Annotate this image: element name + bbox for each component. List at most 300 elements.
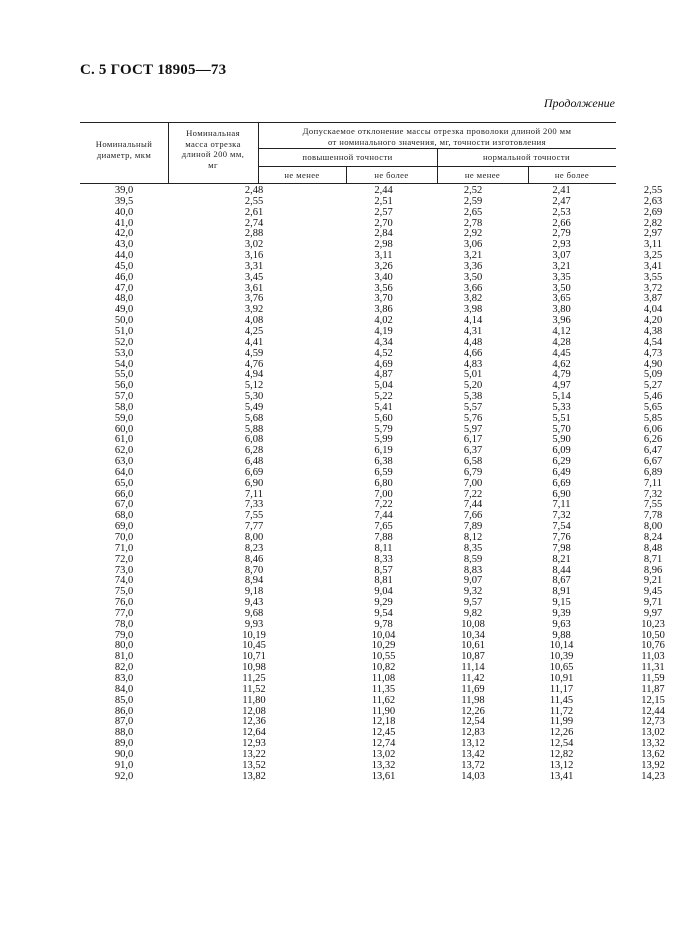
- increased-min-cell: 4,02: [374, 315, 393, 327]
- increased-min-cell: 9,29: [374, 597, 393, 609]
- increased-min-cell: 2,44: [374, 185, 393, 196]
- increased-min-cell: 5,41: [374, 401, 393, 413]
- increased-min-cell: 5,22: [374, 391, 393, 403]
- increased-min-cell: 3,26: [374, 260, 393, 272]
- table-row: [80, 542, 663, 555]
- increased-max-cell: 5,20: [463, 380, 483, 392]
- normal-max-cell: 10,76: [641, 640, 665, 652]
- increased-min-cell: 9,54: [374, 607, 393, 619]
- increased-min-cell: 8,11: [374, 542, 393, 554]
- mass-cell: 3,45: [244, 271, 264, 283]
- normal-min-cell: 4,45: [552, 347, 571, 359]
- increased-max-cell: 4,48: [463, 336, 483, 348]
- normal-min-cell: 3,07: [552, 250, 571, 262]
- increased-min-cell: 7,88: [374, 532, 393, 543]
- increased-min-cell: 4,19: [374, 325, 393, 337]
- mass-cell: 8,70: [244, 564, 264, 576]
- normal-max-cell: 6,67: [643, 456, 663, 468]
- mass-cell: 12,08: [242, 705, 266, 717]
- increased-max-cell: 14,03: [461, 770, 485, 782]
- normal-max-cell: 3,87: [643, 293, 663, 305]
- increased-min-cell: 11,62: [371, 694, 396, 706]
- diameter-cell: 63,0: [114, 456, 134, 468]
- increased-min-cell: 2,70: [374, 217, 393, 229]
- normal-min-cell: 11,72: [549, 705, 574, 717]
- normal-min-cell: 3,21: [552, 260, 571, 272]
- increased-max-cell: 9,57: [463, 597, 483, 609]
- increased-max-cell: 7,66: [463, 510, 483, 522]
- normal-max-cell: 9,71: [643, 597, 663, 609]
- increased-max-cell: 10,87: [461, 651, 485, 663]
- normal-min-cell: 2,93: [552, 239, 571, 251]
- normal-max-cell: 8,00: [643, 521, 663, 533]
- table-row: [80, 672, 665, 685]
- mass-cell: 10,71: [242, 651, 266, 663]
- table-row: [80, 336, 663, 349]
- normal-max-cell: 7,78: [643, 510, 663, 522]
- normal-min-cell: 3,35: [552, 271, 571, 283]
- normal-max-cell: 2,82: [643, 217, 663, 229]
- normal-min-cell: 10,91: [549, 672, 574, 684]
- normal-max-cell: 12,44: [641, 705, 665, 717]
- normal-max-cell: 11,31: [641, 662, 665, 674]
- normal-min-cell: 4,62: [552, 358, 571, 370]
- mass-cell: 5,88: [244, 423, 264, 435]
- mass-cell: 7,77: [244, 521, 264, 533]
- diameter-cell: 54,0: [114, 358, 134, 370]
- normal-max-cell: 2,55: [643, 185, 663, 196]
- diameter-cell: 83,0: [114, 672, 134, 684]
- diameter-cell: 73,0: [114, 564, 134, 576]
- mass-cell: 4,94: [244, 369, 264, 381]
- increased-max-cell: 11,69: [461, 683, 485, 695]
- diameter-cell: 46,0: [114, 271, 134, 283]
- diameter-cell: 65,0: [114, 477, 134, 489]
- mass-cell: 2,48: [244, 185, 264, 196]
- normal-max-cell: 3,25: [643, 250, 663, 262]
- increased-min-cell: 6,38: [374, 456, 393, 468]
- normal-min-cell: 6,90: [552, 488, 571, 500]
- table-row: [80, 727, 665, 739]
- header-min-normal: не менее: [464, 170, 501, 180]
- normal-min-cell: 5,51: [552, 412, 571, 424]
- diameter-cell: 50,0: [114, 315, 134, 327]
- table-row: [80, 228, 663, 240]
- increased-max-cell: 8,83: [463, 564, 483, 576]
- increased-min-cell: 13,61: [371, 770, 396, 782]
- increased-min-cell: 5,60: [374, 412, 393, 424]
- normal-min-cell: 9,15: [552, 597, 571, 609]
- normal-min-cell: 11,45: [549, 694, 574, 706]
- diameter-cell: 47,0: [114, 282, 134, 294]
- increased-min-cell: 6,59: [374, 466, 393, 478]
- increased-max-cell: 2,92: [463, 228, 483, 240]
- diameter-cell: 77,0: [114, 607, 134, 619]
- header-diameter-line-1: Номинальный: [95, 139, 153, 149]
- table-row: [80, 260, 663, 273]
- increased-min-cell: 2,98: [374, 239, 393, 251]
- increased-min-cell: 12,74: [371, 738, 396, 750]
- normal-min-cell: 10,39: [549, 651, 574, 663]
- normal-max-cell: 13,32: [641, 738, 665, 750]
- normal-min-cell: 11,17: [549, 683, 574, 695]
- normal-max-cell: 8,71: [643, 553, 663, 565]
- normal-min-cell: 13,12: [549, 759, 574, 771]
- normal-min-cell: 12,54: [549, 738, 574, 750]
- table-row: [80, 315, 663, 327]
- normal-max-cell: 13,92: [641, 759, 665, 771]
- normal-max-cell: 3,72: [643, 282, 663, 294]
- mass-cell: 5,12: [244, 380, 264, 392]
- mass-cell: 6,69: [244, 466, 264, 478]
- normal-max-cell: 6,89: [643, 466, 663, 478]
- mass-cell: 12,93: [242, 738, 266, 750]
- normal-max-cell: 12,15: [641, 694, 665, 706]
- table-row: [80, 705, 665, 718]
- diameter-cell: 90,0: [114, 748, 134, 760]
- increased-max-cell: 5,97: [463, 423, 483, 435]
- table-row: [80, 629, 665, 642]
- mass-cell: 8,94: [244, 575, 264, 587]
- header-mass-line-4: мг: [208, 159, 218, 170]
- normal-min-cell: 9,88: [552, 629, 571, 641]
- increased-max-cell: 7,00: [463, 477, 483, 489]
- increased-max-cell: 13,12: [461, 738, 485, 750]
- diameter-cell: 89,0: [114, 738, 134, 750]
- normal-min-cell: 5,70: [552, 423, 571, 435]
- mass-cell: 2,74: [244, 217, 264, 229]
- diameter-cell: 74,0: [114, 575, 134, 587]
- increased-min-cell: 12,18: [371, 716, 396, 728]
- increased-max-cell: 3,82: [463, 293, 483, 305]
- mass-cell: 9,93: [244, 618, 264, 630]
- increased-max-cell: 11,14: [461, 662, 485, 674]
- mass-cell: 5,30: [244, 391, 264, 403]
- normal-min-cell: 7,11: [552, 499, 571, 511]
- increased-max-cell: 3,21: [463, 250, 483, 262]
- increased-min-cell: 7,00: [374, 488, 393, 500]
- increased-min-cell: 4,34: [374, 336, 393, 348]
- normal-max-cell: 4,73: [643, 347, 663, 359]
- mass-cell: 3,76: [244, 293, 264, 305]
- normal-min-cell: 8,91: [552, 586, 571, 598]
- increased-max-cell: 9,32: [463, 586, 483, 598]
- table-row: [80, 358, 663, 371]
- increased-min-cell: 7,44: [374, 510, 393, 522]
- diameter-cell: 81,0: [114, 651, 134, 663]
- increased-max-cell: 2,52: [463, 185, 483, 196]
- increased-min-cell: 10,29: [371, 640, 396, 652]
- increased-min-cell: 4,87: [374, 369, 393, 381]
- table-row: [80, 185, 663, 197]
- increased-max-cell: 8,59: [463, 553, 483, 565]
- increased-min-cell: 8,33: [374, 553, 393, 565]
- normal-max-cell: 2,69: [643, 206, 663, 218]
- diameter-cell: 58,0: [114, 401, 134, 413]
- normal-min-cell: 12,26: [549, 727, 574, 739]
- table-row: [80, 748, 665, 761]
- increased-min-cell: 2,51: [374, 195, 393, 207]
- table-row: [80, 597, 663, 609]
- header-mass: [168, 128, 258, 170]
- diameter-cell: 55,0: [114, 369, 134, 381]
- mass-cell: 10,98: [242, 662, 266, 674]
- header-increased-accuracy: повышенной точности: [302, 152, 393, 162]
- table-row: [80, 662, 665, 674]
- diameter-cell: 52,0: [114, 336, 134, 348]
- header-normal-accuracy: нормальной точности: [482, 152, 571, 162]
- table-row: [80, 510, 663, 522]
- increased-min-cell: 10,04: [371, 629, 396, 641]
- normal-max-cell: 4,20: [643, 315, 663, 327]
- mass-cell: 9,43: [244, 597, 264, 609]
- increased-max-cell: 3,36: [463, 260, 483, 272]
- diameter-cell: 67,0: [114, 499, 134, 511]
- table-row: [80, 499, 663, 511]
- table-row: [80, 770, 665, 783]
- increased-max-cell: 3,98: [463, 304, 483, 316]
- increased-max-cell: 5,76: [463, 412, 483, 424]
- mass-cell: 5,49: [244, 401, 264, 413]
- normal-max-cell: 3,55: [643, 271, 663, 283]
- increased-min-cell: 5,79: [374, 423, 393, 435]
- normal-max-cell: 6,06: [643, 423, 663, 435]
- increased-max-cell: 3,50: [463, 271, 483, 283]
- mass-cell: 8,00: [244, 532, 264, 543]
- table-row: [80, 532, 663, 544]
- mass-cell: 9,68: [244, 607, 264, 619]
- diameter-cell: 79,0: [114, 629, 134, 641]
- normal-max-cell: 4,04: [643, 304, 663, 316]
- normal-max-cell: 7,11: [644, 477, 662, 489]
- increased-min-cell: 11,90: [371, 705, 396, 717]
- mass-cell: 5,68: [244, 412, 264, 424]
- table-row: [80, 282, 663, 295]
- header-max-normal: не более: [554, 170, 590, 180]
- diameter-cell: 69,0: [114, 521, 134, 533]
- increased-max-cell: 9,82: [463, 607, 483, 619]
- normal-max-cell: 5,65: [643, 401, 663, 413]
- mass-cell: 11,80: [242, 694, 266, 706]
- continuation-label: Продолжение: [543, 96, 615, 110]
- table-row: [80, 618, 665, 631]
- normal-max-cell: 13,62: [641, 748, 665, 760]
- header-deviation: [258, 126, 616, 147]
- table-row: [80, 325, 663, 338]
- diameter-cell: 39,0: [114, 185, 134, 196]
- table-row: [80, 239, 662, 251]
- normal-min-cell: 6,49: [552, 466, 571, 478]
- mass-cell: 13,82: [242, 770, 266, 782]
- diameter-cell: 76,0: [114, 597, 134, 609]
- header-diameter-line-2: диаметр, мкм: [96, 149, 152, 160]
- diameter-cell: 71,0: [114, 542, 134, 554]
- increased-min-cell: 9,78: [374, 618, 393, 630]
- diameter-cell: 82,0: [114, 662, 134, 674]
- header-max-increased: не более: [374, 170, 409, 180]
- diameter-cell: 61,0: [114, 434, 134, 446]
- normal-max-cell: 6,26: [643, 434, 663, 446]
- normal-max-cell: 7,55: [643, 499, 663, 511]
- normal-min-cell: 2,66: [552, 217, 571, 229]
- increased-min-cell: 5,04: [374, 380, 393, 392]
- mass-cell: 9,18: [244, 586, 264, 598]
- normal-min-cell: 7,98: [552, 542, 571, 554]
- normal-max-cell: 5,46: [643, 391, 663, 403]
- diameter-cell: 40,0: [114, 206, 134, 218]
- increased-max-cell: 3,66: [463, 282, 483, 294]
- diameter-cell: 51,0: [114, 325, 134, 337]
- table-row: [80, 488, 663, 501]
- normal-max-cell: 8,48: [643, 542, 663, 554]
- increased-min-cell: 10,82: [371, 662, 396, 674]
- increased-min-cell: 2,57: [374, 206, 393, 218]
- normal-max-cell: 10,23: [641, 618, 665, 630]
- table-row: [80, 423, 663, 436]
- diameter-cell: 66,0: [114, 488, 134, 500]
- table-row: [80, 575, 663, 587]
- increased-max-cell: 11,42: [461, 672, 485, 684]
- normal-min-cell: 2,53: [552, 206, 571, 218]
- table-row: [80, 271, 663, 284]
- increased-max-cell: 5,38: [463, 391, 483, 403]
- mass-cell: 3,61: [244, 282, 264, 294]
- normal-min-cell: 4,28: [552, 336, 571, 348]
- table-row: [80, 206, 663, 219]
- normal-max-cell: 4,54: [643, 336, 663, 348]
- normal-min-cell: 2,41: [552, 185, 571, 196]
- increased-min-cell: 6,80: [374, 477, 393, 489]
- table-row: [80, 380, 663, 392]
- increased-min-cell: 7,22: [374, 499, 393, 511]
- increased-min-cell: 3,56: [374, 282, 393, 294]
- increased-max-cell: 12,54: [461, 716, 485, 728]
- mass-cell: 3,02: [244, 239, 264, 251]
- table-row: [80, 304, 663, 316]
- normal-min-cell: 6,29: [552, 456, 571, 468]
- diameter-cell: 59,0: [114, 412, 134, 424]
- increased-max-cell: 5,01: [463, 369, 483, 381]
- normal-max-cell: 4,38: [643, 325, 663, 337]
- increased-max-cell: 4,14: [463, 315, 483, 327]
- normal-min-cell: 2,79: [552, 228, 571, 240]
- increased-max-cell: 6,37: [463, 445, 483, 457]
- increased-max-cell: 2,78: [463, 217, 483, 229]
- header-mass-line-1: Номинальная: [186, 128, 240, 138]
- increased-min-cell: 3,40: [374, 271, 393, 283]
- diameter-cell: 44,0: [114, 250, 134, 262]
- increased-min-cell: 2,84: [374, 228, 393, 240]
- normal-min-cell: 4,79: [552, 369, 571, 381]
- mass-cell: 7,33: [244, 499, 264, 511]
- diameter-cell: 92,0: [114, 770, 134, 782]
- increased-max-cell: 4,83: [463, 358, 483, 370]
- increased-max-cell: 6,58: [463, 456, 483, 468]
- normal-min-cell: 4,97: [552, 380, 571, 392]
- diameter-cell: 80,0: [114, 640, 134, 652]
- table-row: [80, 195, 663, 208]
- increased-max-cell: 5,57: [463, 401, 483, 413]
- table-row: [80, 738, 665, 750]
- header-mass-line-2: масса отрезка: [185, 138, 241, 149]
- increased-min-cell: 10,55: [371, 651, 396, 663]
- normal-min-cell: 3,65: [552, 293, 571, 305]
- normal-max-cell: 9,45: [643, 586, 663, 598]
- normal-min-cell: 7,76: [552, 532, 571, 543]
- mass-cell: 8,23: [244, 542, 264, 554]
- increased-min-cell: 3,11: [374, 250, 393, 262]
- normal-max-cell: 6,47: [643, 445, 663, 457]
- increased-min-cell: 9,04: [374, 586, 393, 598]
- normal-min-cell: 3,96: [552, 315, 571, 327]
- table-row: [80, 759, 665, 772]
- normal-max-cell: 14,23: [641, 770, 665, 782]
- normal-max-cell: 8,24: [643, 532, 663, 543]
- table-body: [80, 185, 665, 782]
- normal-max-cell: 9,97: [643, 607, 663, 619]
- normal-min-cell: 2,47: [552, 195, 571, 207]
- mass-cell: 4,08: [244, 315, 264, 327]
- mass-cell: 7,55: [244, 510, 264, 522]
- normal-min-cell: 9,63: [552, 618, 571, 630]
- increased-min-cell: 4,69: [374, 358, 393, 370]
- increased-min-cell: 12,45: [371, 727, 396, 739]
- increased-max-cell: 6,79: [463, 466, 483, 478]
- header-min-increased: не менее: [284, 170, 320, 180]
- diameter-cell: 48,0: [114, 293, 134, 305]
- normal-max-cell: 3,41: [643, 260, 663, 272]
- mass-cell: 10,45: [242, 640, 266, 652]
- normal-max-cell: 8,96: [643, 564, 663, 576]
- header-deviation-line-1: Допускаемое отклонение массы отрезка проволоки длиной 200 мм: [302, 126, 572, 136]
- page-header: С. 5 ГОСТ 18905—73: [80, 62, 227, 78]
- normal-min-cell: 5,33: [552, 401, 571, 413]
- increased-min-cell: 11,08: [371, 672, 396, 684]
- increased-max-cell: 12,26: [461, 705, 485, 717]
- normal-max-cell: 9,21: [643, 575, 663, 587]
- normal-max-cell: 3,11: [644, 239, 662, 251]
- mass-cell: 6,90: [244, 477, 264, 489]
- normal-min-cell: 7,54: [552, 521, 571, 533]
- mass-cell: 12,36: [242, 716, 266, 728]
- increased-max-cell: 4,31: [463, 325, 483, 337]
- table-row: [80, 683, 665, 696]
- table-row: [80, 391, 663, 403]
- normal-min-cell: 8,44: [552, 564, 571, 576]
- normal-max-cell: 11,59: [641, 672, 665, 684]
- increased-max-cell: 10,61: [461, 640, 485, 652]
- table-row: [80, 401, 663, 414]
- table-row: [80, 293, 663, 305]
- header-diameter: [80, 139, 168, 160]
- increased-max-cell: 6,17: [463, 434, 483, 446]
- mass-cell: 3,31: [244, 260, 264, 272]
- diameter-cell: 62,0: [114, 445, 134, 457]
- increased-min-cell: 6,19: [374, 445, 393, 457]
- mass-cell: 7,11: [245, 488, 263, 500]
- mass-cell: 13,52: [242, 759, 266, 771]
- mass-cell: 2,61: [244, 206, 264, 218]
- table-row: [80, 564, 663, 577]
- mass-cell: 13,22: [242, 748, 266, 760]
- mass-cell: 10,19: [242, 629, 266, 641]
- normal-max-cell: 7,32: [643, 488, 663, 500]
- normal-min-cell: 6,09: [552, 445, 571, 457]
- increased-max-cell: 10,34: [461, 629, 485, 641]
- table-row: [80, 466, 663, 479]
- diameter-cell: 88,0: [114, 727, 134, 739]
- diameter-cell: 85,0: [114, 694, 134, 706]
